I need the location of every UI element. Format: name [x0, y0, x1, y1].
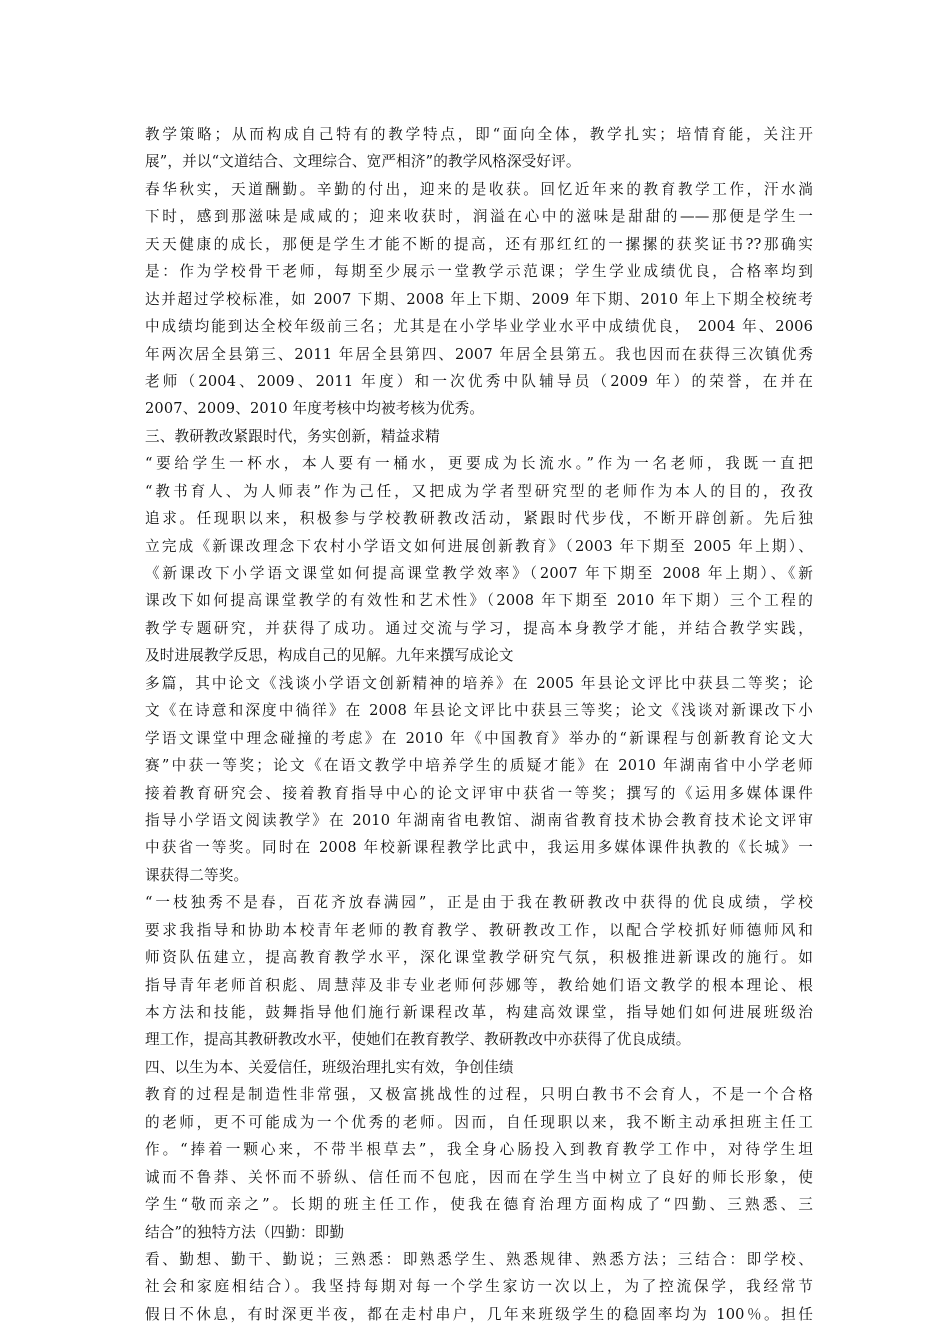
text-line: 教育的过程是制造性非常强，又极富挑战性的过程，只明白教书不会育人，不是一个合格 — [145, 1086, 813, 1104]
text-line: 课改下如何提高课堂教学的有效性和艺术性》（2008 年下期至 2010 年下期）三个工程的 — [145, 592, 813, 610]
text-line: 老师（2004、2009、2011 年度）和一次优秀中队辅导员（2009 年）的荣誉，在并在 — [145, 372, 813, 390]
text-line: 天天健康的成长，那便是学生才能不断的提高，还有那红红的一摞摞的获奖证书??那确实 — [145, 235, 813, 253]
text-line: 教学策略；从而构成自己特有的教学特点，即“面向全体，教学扎实；培情育能，关注开 — [145, 126, 813, 143]
text-line: 学语文课堂中理念碰撞的考虑》在 2010 年《中国教育》举办的“新课程与创新教育论文大 — [145, 729, 813, 747]
text-line: 2007、2009、2010 年度考核中均被考核为优秀。 — [145, 400, 485, 418]
text-line: 四、以生为本、关爱信任，班级治理扎实有效，争创佳绩 — [145, 1058, 514, 1076]
text-line: 的老师，更不可能成为一个优秀的老师。因而，自任现职以来，我不断主动承担班主任工 — [145, 1113, 813, 1131]
text-line: 诚而不鲁莽、关怀而不骄纵、信任而不包庇，因而在学生当中树立了良好的师长形象，使 — [145, 1168, 813, 1186]
text-line: 中获省一等奖。同时在 2008 年校新课程教学比武中，我运用多媒体课件执教的《长城》一 — [145, 839, 813, 857]
text-line: 要求我指导和协助本校青年老师的教育教学、教研教改工作，以配合学校抓好师德师风和 — [145, 921, 813, 939]
text-line: 假日不休息，有时深更半夜，都在走村串户，几年来班级学生的稳固率均为 100％。担任 — [145, 1305, 813, 1323]
text-line: 春华秋实，天道酬勤。辛勤的付出，迎来的是收获。回忆近年来的教育教学工作，汗水淌 — [145, 180, 813, 198]
text-line: 指导青年老师首积彪、周慧萍及非专业老师何莎娜等，教给她们语文教学的根本理论、根 — [145, 976, 813, 994]
text-line: “教书育人、为人师表”作为己任，又把成为学者型研究型的老师作为本人的目的，孜孜 — [145, 482, 813, 500]
text-line: 师资队伍建立，提高教育教学水平，深化课堂教学研究气氛，积极推进新课改的施行。如 — [145, 949, 813, 967]
text-line: 三、教研教改紧跟时代，务实创新，精益求精 — [145, 427, 440, 445]
text-line: 中成绩均能到达全校年级前三名；尤其是在小学毕业学业水平中成绩优良， 2004 年、2006 — [145, 318, 813, 336]
document-body-text — [145, 121, 813, 1328]
text-line: 理工作，提高其教研教改水平，使她们在教育教学、教研教改中亦获得了优良成绩。 — [145, 1031, 691, 1049]
text-line: 《新课改下小学语文课堂如何提高课堂教学效率》（2007 年下期至 2008 年上期）、《新 — [145, 565, 813, 582]
text-line: 本方法和技能，鼓舞指导他们施行新课程改革，构建高效课堂，指导她们如何进展班级治 — [145, 1004, 813, 1021]
text-line: 作。“捧着一颗心来，不带半根草去”，我全身心肠投入到教育教学工作中，对待学生坦 — [145, 1141, 813, 1159]
text-line: 教学专题研究，并获得了成功。通过交流与学习，提高本身教学才能，并结合教学实践， — [145, 619, 813, 637]
text-line: 看、勤想、勤干、勤说；三熟悉：即熟悉学生、熟悉规律、熟悉方法；三结合：即学校、 — [145, 1250, 813, 1268]
text-line: 赛”中获一等奖；论文《在语文教学中培养学生的质疑才能》在 2010 年湖南省中小学老师 — [145, 757, 813, 775]
text-line: 结合”的独特方法（四勤：即勤 — [145, 1223, 345, 1241]
text-line: 展”，并以“文道结合、文理综合、宽严相济”的教学风格深受好评。 — [145, 153, 581, 171]
text-line: 文《在诗意和深度中徜徉》在 2008 年县论文评比中获县三等奖；论文《浅谈对新课改下小 — [145, 702, 813, 720]
text-line: 多篇，其中论文《浅谈小学语文创新精神的培养》在 2005 年县论文评比中获县二等奖；论 — [145, 674, 813, 692]
text-line: 追求。任现职以来，积极参与学校教研教改活动，紧跟时代步伐，不断开辟创新。先后独 — [145, 510, 813, 528]
text-line: 立完成《新课改理念下农村小学语文如何进展创新教育》（2003 年下期至 2005 年上期）、 — [145, 537, 813, 555]
text-line: 接着教育研究会、接着教育指导中心的论文评审中获省一等奖；撰写的《运用多媒体课件 — [145, 784, 813, 802]
text-line: “一枝独秀不是春，百花齐放春满园”，正是由于我在教研教改中获得的优良成绩，学校 — [145, 894, 813, 912]
text-line: 下时，感到那滋味是咸咸的；迎来收获时，润溢在心中的滋味是甜甜的——那便是学生一 — [145, 208, 813, 226]
text-line: 及时进展教学反思，构成自己的见解。九年来撰写成论文 — [145, 647, 514, 665]
text-line: 课获得二等奖。 — [145, 866, 249, 884]
text-line: 指导小学语文阅读教学》在 2010 年湖南省电教馆、湖南省教育技术协会教育技术论文评审 — [145, 811, 813, 829]
text-line: “要给学生一杯水，本人要有一桶水，更要成为长流水。”作为一名老师，我既一直把 — [145, 455, 813, 473]
text-line: 年两次居全县第三、2011 年居全县第四、2007 年居全县第五。我也因而在获得三次镇优秀 — [145, 345, 813, 363]
text-line: 学生“敬而亲之”。长期的班主任工作，使我在德育治理方面构成了“四勤、三熟悉、三 — [145, 1196, 813, 1214]
text-line: 是：作为学校骨干老师，每期至少展示一堂教学示范课；学生学业成绩优良，合格率均到 — [145, 263, 813, 281]
text-line: 社会和家庭相结合）。我坚持每期对每一个学生家访一次以上，为了控流保学，我经常节 — [145, 1278, 813, 1296]
text-line: 达并超过学校标准，如 2007 下期、2008 年上下期、2009 年下期、2010 年上下期全校统考 — [145, 290, 813, 308]
